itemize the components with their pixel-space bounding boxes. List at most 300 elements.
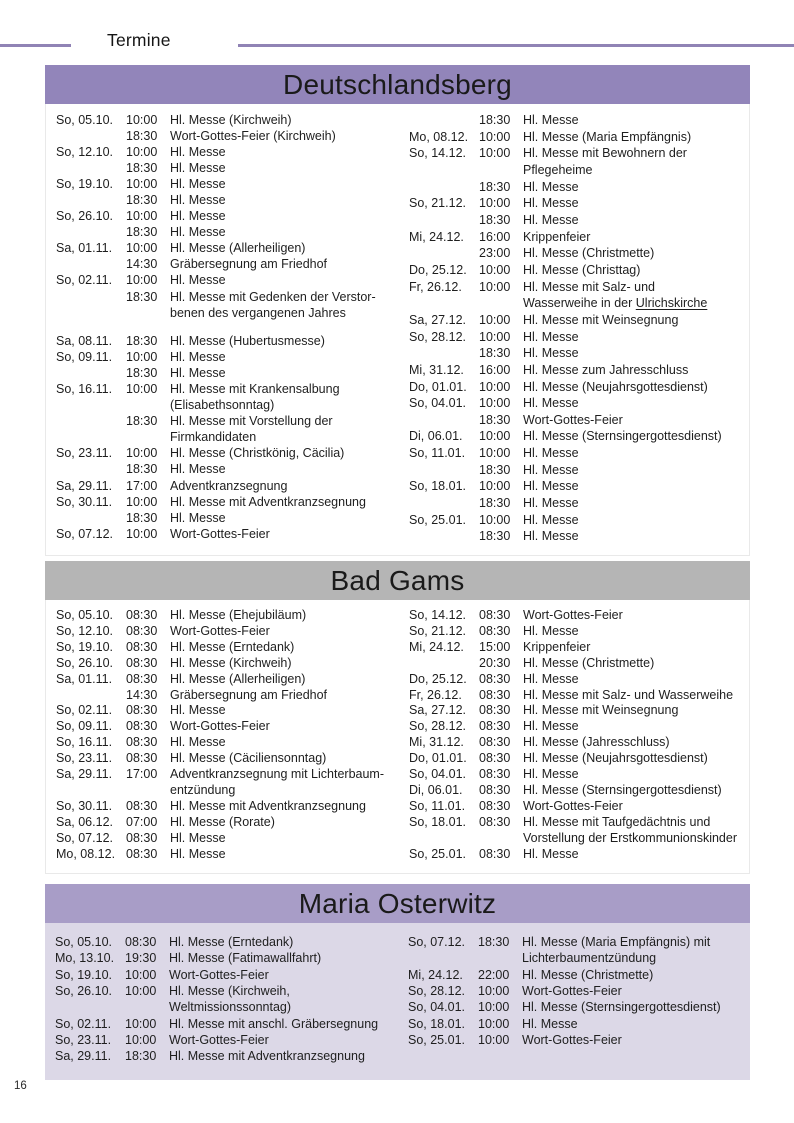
table-row bbox=[409, 462, 737, 479]
entry-time: 10:00 bbox=[479, 512, 511, 527]
entry-description: Hl. Messe (Kirchweih, Weltmissionssonntag) bbox=[169, 984, 292, 1015]
entry-description: Adventkranzsegnung mit Lichterbaum- entzündung bbox=[170, 767, 385, 797]
entry-date bbox=[409, 245, 479, 262]
table-row bbox=[56, 349, 409, 365]
entry-time: 10:00 bbox=[479, 279, 511, 294]
entry-date bbox=[56, 224, 126, 240]
table-row bbox=[409, 512, 737, 529]
entry-description: Hl. Messe (Erntedank) bbox=[169, 935, 294, 949]
entry-time: 18:30 bbox=[479, 496, 511, 511]
entry-date: Sa, 29.11. bbox=[55, 1049, 112, 1064]
entry-description: Hl. Messe bbox=[523, 529, 579, 544]
entry-description: Hl. Messe bbox=[523, 462, 579, 477]
entry-date: Sa, 29.11. bbox=[56, 767, 113, 782]
section-title-deutschlandsberg bbox=[45, 65, 750, 104]
table-row bbox=[409, 608, 737, 624]
table-row bbox=[55, 1016, 408, 1032]
entry-time: 08:30 bbox=[126, 830, 158, 845]
table-row bbox=[56, 672, 409, 688]
row-spacer bbox=[56, 321, 409, 334]
entry-description: Hl. Messe bbox=[170, 830, 226, 845]
entry-time: 10:00 bbox=[478, 984, 510, 999]
entry-date: Sa, 29.11. bbox=[56, 478, 113, 493]
entry-date: So, 02.11. bbox=[56, 703, 113, 718]
entry-date: So, 25.01. bbox=[408, 1033, 465, 1048]
entry-description: Hl. Messe (Sternsingergottesdienst) bbox=[522, 1000, 721, 1015]
entry-description: Hl. Messe bbox=[523, 446, 579, 461]
entry-date: Sa, 27.12. bbox=[409, 312, 466, 327]
entry-description: Hl. Messe bbox=[523, 329, 579, 344]
entry-date: Di, 06.01. bbox=[409, 782, 463, 797]
entry-description: Krippenfeier bbox=[523, 639, 591, 654]
entry-time: 10:00 bbox=[126, 241, 158, 256]
section-deutschlandsberg bbox=[45, 65, 750, 556]
entry-date bbox=[56, 365, 126, 381]
entry-date: So, 18.01. bbox=[409, 479, 466, 494]
entry-description: Hl. Messe (Sternsingergottesdienst) bbox=[523, 429, 722, 444]
entry-description: Hl. Messe (Hubertusmesse) bbox=[170, 334, 325, 349]
table-row bbox=[56, 256, 409, 272]
entry-description: Hl. Messe bbox=[523, 113, 579, 127]
entry-time: 08:30 bbox=[125, 935, 157, 949]
entry-description: Hl. Messe (Ehejubiläum) bbox=[170, 608, 307, 622]
table-row bbox=[409, 445, 737, 462]
table-row bbox=[409, 279, 737, 312]
schedule-column-left bbox=[56, 112, 409, 555]
entry-date: So, 05.10. bbox=[56, 113, 113, 127]
entry-time: 18:30 bbox=[126, 414, 158, 429]
entry-date bbox=[409, 112, 479, 129]
entry-time: 08:30 bbox=[479, 608, 511, 622]
table-row bbox=[409, 688, 737, 704]
table-row bbox=[56, 640, 409, 656]
entry-description: Hl. Messe mit Krankensalbung (Elisabethsonntag) bbox=[170, 382, 340, 413]
entry-date: So, 30.11. bbox=[56, 798, 113, 813]
entry-description: Hl. Messe bbox=[523, 512, 579, 527]
entry-time: 18:30 bbox=[479, 346, 511, 361]
table-row bbox=[409, 847, 737, 863]
entry-date: So, 25.01. bbox=[409, 512, 466, 527]
table-row bbox=[409, 379, 737, 396]
entry-date bbox=[409, 412, 479, 429]
entry-date: So, 04.01. bbox=[409, 767, 466, 782]
entry-time: 14:30 bbox=[126, 687, 158, 702]
table-row bbox=[56, 144, 409, 160]
entry-time: 08:30 bbox=[479, 846, 511, 861]
entry-date: So, 28.12. bbox=[409, 719, 466, 734]
table-row bbox=[55, 983, 408, 1016]
entry-description: Hl. Messe bbox=[523, 479, 579, 494]
entry-date: Do, 01.01. bbox=[409, 751, 467, 766]
entry-description: Adventkranzsegnung bbox=[170, 478, 288, 493]
entry-time: 08:30 bbox=[126, 703, 158, 718]
entry-time: 10:00 bbox=[126, 145, 158, 160]
table-row bbox=[56, 413, 409, 445]
entry-date: So, 28.12. bbox=[409, 329, 466, 344]
entry-date: So, 04.01. bbox=[408, 1000, 465, 1015]
entry-date: So, 11.01. bbox=[409, 798, 466, 813]
entry-date: Sa, 27.12. bbox=[409, 703, 466, 718]
entry-description: Wort-Gottes-Feier (Kirchweih) bbox=[170, 129, 336, 144]
entry-date: Do, 25.12. bbox=[409, 262, 467, 277]
table-row bbox=[409, 229, 737, 246]
entry-date: So, 26.10. bbox=[55, 984, 112, 999]
entry-time: 10:00 bbox=[479, 129, 511, 144]
table-row bbox=[56, 767, 409, 799]
entry-description: Hl. Messe mit Adventkranzsegnung bbox=[170, 494, 366, 509]
entry-date: So, 30.11. bbox=[56, 494, 113, 509]
entry-description: Hl. Messe mit Adventkranzsegnung bbox=[169, 1049, 365, 1064]
table-row bbox=[56, 815, 409, 831]
entry-description: Hl. Messe bbox=[170, 366, 226, 381]
table-row bbox=[56, 478, 409, 494]
entry-time: 10:00 bbox=[479, 479, 511, 494]
entry-date: So, 26.10. bbox=[56, 209, 113, 224]
entry-time: 18:30 bbox=[126, 510, 158, 525]
entry-time: 10:00 bbox=[478, 1033, 510, 1048]
table-row bbox=[409, 495, 737, 512]
entry-date: So, 16.11. bbox=[56, 735, 113, 750]
table-row bbox=[408, 1016, 738, 1032]
table-row bbox=[55, 1032, 408, 1048]
entry-date bbox=[56, 160, 126, 176]
entry-description: Wort-Gottes-Feier bbox=[170, 719, 270, 734]
entry-time: 10:00 bbox=[479, 146, 511, 161]
table-row bbox=[56, 799, 409, 815]
entry-time: 10:00 bbox=[479, 396, 511, 411]
entry-date: Mi, 31.12. bbox=[409, 735, 464, 750]
entry-date: Mi, 31.12. bbox=[409, 362, 464, 377]
entry-time: 18:30 bbox=[479, 179, 511, 194]
entry-date: So, 07.12. bbox=[56, 526, 113, 541]
entry-time: 10:00 bbox=[479, 262, 511, 277]
entry-time: 18:30 bbox=[478, 935, 510, 949]
entry-time: 08:30 bbox=[126, 846, 158, 861]
table-row bbox=[408, 983, 738, 999]
table-row bbox=[409, 656, 737, 672]
table-row bbox=[409, 783, 737, 799]
entry-time: 10:00 bbox=[479, 329, 511, 344]
entry-time: 18:30 bbox=[126, 193, 158, 208]
entry-time: 18:30 bbox=[479, 212, 511, 227]
entry-time: 10:00 bbox=[126, 494, 158, 509]
entry-time: 18:30 bbox=[126, 462, 158, 477]
entry-time: 14:30 bbox=[126, 257, 158, 272]
table-row bbox=[56, 160, 409, 176]
entry-date: Sa, 08.11. bbox=[56, 334, 113, 349]
table-row bbox=[55, 1048, 408, 1064]
entry-time: 10:00 bbox=[126, 446, 158, 461]
entry-description: Hl. Messe (Christtag) bbox=[523, 262, 641, 277]
entry-description: Hl. Messe bbox=[170, 193, 226, 208]
entry-description: Hl. Messe bbox=[523, 671, 579, 686]
entry-date bbox=[409, 495, 479, 512]
entry-description: Wort-Gottes-Feier bbox=[169, 1033, 269, 1048]
entry-description: Hl. Messe bbox=[170, 703, 226, 718]
table-row bbox=[408, 934, 738, 967]
entry-time: 10:00 bbox=[126, 382, 158, 397]
table-row bbox=[56, 192, 409, 208]
entry-time: 10:00 bbox=[126, 273, 158, 288]
table-row bbox=[409, 815, 737, 847]
entry-time: 10:00 bbox=[125, 1033, 157, 1048]
entry-description: Wort-Gottes-Feier bbox=[523, 412, 623, 427]
entry-date: So, 23.11. bbox=[56, 446, 113, 461]
entry-time: 10:00 bbox=[478, 1016, 510, 1031]
entry-description: Hl. Messe bbox=[522, 1016, 578, 1031]
entry-description: Gräbersegnung am Friedhof bbox=[170, 687, 328, 702]
table-row bbox=[56, 272, 409, 288]
entry-time: 10:00 bbox=[126, 209, 158, 224]
entry-time: 10:00 bbox=[126, 526, 158, 541]
table-row bbox=[56, 510, 409, 526]
entry-date: So, 21.12. bbox=[409, 196, 466, 211]
entry-date: So, 23.11. bbox=[55, 1033, 112, 1048]
entry-description: Hl. Messe mit anschl. Gräbersegnung bbox=[169, 1016, 379, 1031]
entry-date: So, 19.10. bbox=[56, 639, 113, 654]
entry-date: So, 26.10. bbox=[56, 655, 113, 670]
entry-description: Hl. Messe (Cäciliensonntag) bbox=[170, 751, 327, 766]
schedule-column-right bbox=[409, 112, 737, 555]
entry-time: 08:30 bbox=[126, 798, 158, 813]
entry-date bbox=[56, 192, 126, 208]
table-row bbox=[408, 967, 738, 983]
entry-description: Hl. Messe mit Salz- und Wasserweihe in der Ulrichskirche bbox=[523, 279, 708, 311]
header-rule-left bbox=[0, 44, 71, 47]
table-row bbox=[56, 494, 409, 510]
entry-time: 08:30 bbox=[479, 719, 511, 734]
table-row bbox=[409, 478, 737, 495]
entry-description: Hl. Messe bbox=[523, 212, 579, 227]
table-row bbox=[56, 445, 409, 461]
entry-description: Wort-Gottes-Feier bbox=[170, 526, 270, 541]
entry-time: 18:30 bbox=[126, 366, 158, 381]
entry-description: Hl. Messe bbox=[170, 225, 226, 240]
entry-description: Wort-Gottes-Feier bbox=[522, 1033, 622, 1048]
entry-description: Hl. Messe bbox=[523, 196, 579, 211]
entry-time: 10:00 bbox=[125, 967, 157, 982]
entry-date: So, 12.10. bbox=[56, 145, 113, 160]
table-row bbox=[409, 212, 737, 229]
entry-time: 10:00 bbox=[125, 984, 157, 999]
entry-date: So, 05.10. bbox=[56, 608, 113, 622]
entry-time: 08:30 bbox=[126, 671, 158, 686]
entry-description: Hl. Messe (Allerheiligen) bbox=[170, 241, 306, 256]
section-title-text: Bad Gams bbox=[330, 564, 465, 596]
table-row bbox=[409, 179, 737, 196]
entry-date: So, 12.10. bbox=[56, 623, 113, 638]
table-row bbox=[409, 395, 737, 412]
entry-time: 18:30 bbox=[126, 129, 158, 144]
table-row bbox=[56, 208, 409, 224]
entry-description: Hl. Messe mit Adventkranzsegnung bbox=[170, 798, 366, 813]
table-row bbox=[56, 703, 409, 719]
table-row bbox=[56, 656, 409, 672]
entry-time: 08:30 bbox=[126, 623, 158, 638]
section-bad-gams bbox=[45, 561, 750, 874]
schedule-column-left bbox=[56, 608, 409, 873]
table-row bbox=[409, 312, 737, 329]
entry-time: 08:30 bbox=[479, 687, 511, 702]
entry-description: Hl. Messe (Christmette) bbox=[523, 655, 655, 670]
entry-time: 18:30 bbox=[479, 113, 511, 127]
table-row bbox=[409, 640, 737, 656]
table-row bbox=[409, 345, 737, 362]
entry-date: Mo, 08.12. bbox=[56, 846, 116, 861]
entry-date bbox=[56, 289, 126, 321]
schedule-body bbox=[45, 600, 750, 874]
table-row bbox=[56, 381, 409, 413]
entry-date: Mi, 24.12. bbox=[409, 639, 464, 654]
entry-time: 08:30 bbox=[126, 735, 158, 750]
entry-description: Gräbersegnung am Friedhof bbox=[170, 257, 328, 272]
entry-date: So, 18.01. bbox=[408, 1016, 465, 1031]
table-row bbox=[409, 672, 737, 688]
table-row bbox=[56, 751, 409, 767]
table-row bbox=[56, 461, 409, 477]
entry-time: 10:00 bbox=[478, 1000, 510, 1015]
entry-date: Mo, 13.10. bbox=[55, 951, 115, 966]
table-row bbox=[409, 735, 737, 751]
entry-description: Wort-Gottes-Feier bbox=[522, 984, 622, 999]
entry-time: 10:00 bbox=[479, 379, 511, 394]
table-row bbox=[56, 333, 409, 349]
entry-date: So, 07.12. bbox=[56, 830, 113, 845]
entry-description: Hl. Messe bbox=[170, 510, 226, 525]
table-row bbox=[56, 289, 409, 321]
entry-time: 08:30 bbox=[479, 703, 511, 718]
entry-description: Hl. Messe (Neujahrsgottesdienst) bbox=[523, 379, 708, 394]
entry-time: 19:30 bbox=[125, 951, 157, 966]
entry-date bbox=[409, 528, 479, 545]
entry-description: Hl. Messe (Maria Empfängnis) mit Lichterbaumentzündung bbox=[522, 935, 711, 966]
entry-date: So, 09.11. bbox=[56, 719, 113, 734]
entry-date: So, 25.01. bbox=[409, 846, 466, 861]
entry-date bbox=[56, 256, 126, 272]
entry-description: Hl. Messe mit Bewohnern der Pflegeheime bbox=[523, 146, 687, 177]
entry-date: Do, 25.12. bbox=[409, 671, 467, 686]
table-row bbox=[55, 950, 408, 966]
entry-time: 10:00 bbox=[479, 446, 511, 461]
entry-date bbox=[409, 179, 479, 196]
entry-time: 10:00 bbox=[126, 177, 158, 192]
entry-time: 10:00 bbox=[479, 196, 511, 211]
entry-time: 10:00 bbox=[479, 429, 511, 444]
entry-description: Hl. Messe zum Jahresschluss bbox=[523, 362, 689, 377]
entry-time: 17:00 bbox=[126, 478, 158, 493]
entry-date: Sa, 06.12. bbox=[56, 814, 113, 829]
table-row bbox=[56, 847, 409, 863]
table-row bbox=[409, 528, 737, 545]
table-row bbox=[409, 112, 737, 129]
table-row bbox=[409, 799, 737, 815]
entry-description: Hl. Messe (Jahresschluss) bbox=[523, 735, 670, 750]
entry-date bbox=[56, 461, 126, 477]
table-row bbox=[56, 608, 409, 624]
table-row bbox=[56, 176, 409, 192]
entry-date bbox=[56, 413, 126, 445]
entry-date: Fr, 26.12. bbox=[409, 687, 462, 702]
entry-description: Hl. Messe bbox=[523, 346, 579, 361]
entry-time: 16:00 bbox=[479, 362, 511, 377]
table-row bbox=[56, 526, 409, 542]
entry-description: Hl. Messe bbox=[523, 623, 579, 638]
entry-description: Hl. Messe mit Taufgedächtnis und Vorstellung der Erstkommunionskinder bbox=[523, 814, 737, 845]
entry-date: So, 02.11. bbox=[56, 273, 113, 288]
entry-time: 17:00 bbox=[126, 767, 158, 782]
entry-date: Do, 01.01. bbox=[409, 379, 467, 394]
table-row bbox=[55, 934, 408, 950]
entry-description: Hl. Messe (Fatimawallfahrt) bbox=[169, 951, 322, 966]
entry-date: Sa, 01.11. bbox=[56, 241, 113, 256]
table-row bbox=[56, 224, 409, 240]
table-row bbox=[408, 1032, 738, 1048]
entry-time: 08:30 bbox=[126, 719, 158, 734]
entry-description: Hl. Messe (Sternsingergottesdienst) bbox=[523, 782, 722, 797]
section-maria-osterwitz bbox=[45, 884, 750, 1080]
table-row bbox=[56, 240, 409, 256]
entry-description: Hl. Messe mit Weinsegnung bbox=[523, 312, 679, 327]
entry-time: 18:30 bbox=[126, 161, 158, 176]
entry-date bbox=[409, 345, 479, 362]
entry-description: Hl. Messe bbox=[523, 846, 579, 861]
table-row bbox=[409, 751, 737, 767]
entry-time: 08:30 bbox=[126, 608, 158, 622]
page-number: 16 bbox=[14, 1080, 27, 1092]
schedule-column-left bbox=[55, 934, 408, 1080]
entry-description: Hl. Messe bbox=[170, 145, 226, 160]
entry-description: Hl. Messe mit Weinsegnung bbox=[523, 703, 679, 718]
table-row bbox=[56, 688, 409, 704]
entry-description: Hl. Messe (Christmette) bbox=[522, 967, 654, 982]
entry-date: Sa, 01.11. bbox=[56, 671, 113, 686]
entry-time: 18:30 bbox=[125, 1049, 157, 1064]
entry-date: So, 11.01. bbox=[409, 446, 466, 461]
entry-date: So, 04.01. bbox=[409, 396, 466, 411]
entry-date: So, 21.12. bbox=[409, 623, 466, 638]
entry-description: Hl. Messe bbox=[170, 177, 226, 192]
section-title-bad-gams bbox=[45, 561, 750, 600]
schedule-column-right bbox=[409, 608, 737, 873]
entry-date bbox=[56, 510, 126, 526]
table-row bbox=[408, 999, 738, 1015]
entry-date: So, 19.10. bbox=[55, 967, 112, 982]
entry-time: 22:00 bbox=[478, 967, 510, 982]
entry-date: So, 05.10. bbox=[55, 935, 112, 949]
entry-description: Wort-Gottes-Feier bbox=[523, 608, 623, 622]
entry-time: 08:30 bbox=[479, 767, 511, 782]
table-row bbox=[409, 245, 737, 262]
table-row bbox=[56, 735, 409, 751]
entry-description: Hl. Messe mit Vorstellung der Firmkandidaten bbox=[170, 414, 333, 445]
entry-time: 10:00 bbox=[126, 350, 158, 365]
table-row bbox=[409, 703, 737, 719]
entry-time: 10:00 bbox=[125, 1016, 157, 1031]
entry-date: So, 16.11. bbox=[56, 382, 113, 397]
table-row bbox=[56, 112, 409, 128]
table-row bbox=[409, 767, 737, 783]
entry-description: Hl. Messe bbox=[170, 273, 226, 288]
entry-description: Hl. Messe (Rorate) bbox=[170, 814, 275, 829]
entry-description: Hl. Messe (Kirchweih) bbox=[170, 655, 292, 670]
entry-description: Hl. Messe bbox=[170, 735, 226, 750]
entry-time: 16:00 bbox=[479, 229, 511, 244]
entry-date: So, 02.11. bbox=[55, 1016, 112, 1031]
entry-description: Hl. Messe bbox=[170, 350, 226, 365]
table-row bbox=[409, 145, 737, 178]
table-row bbox=[409, 412, 737, 429]
entry-description: Hl. Messe bbox=[523, 719, 579, 734]
